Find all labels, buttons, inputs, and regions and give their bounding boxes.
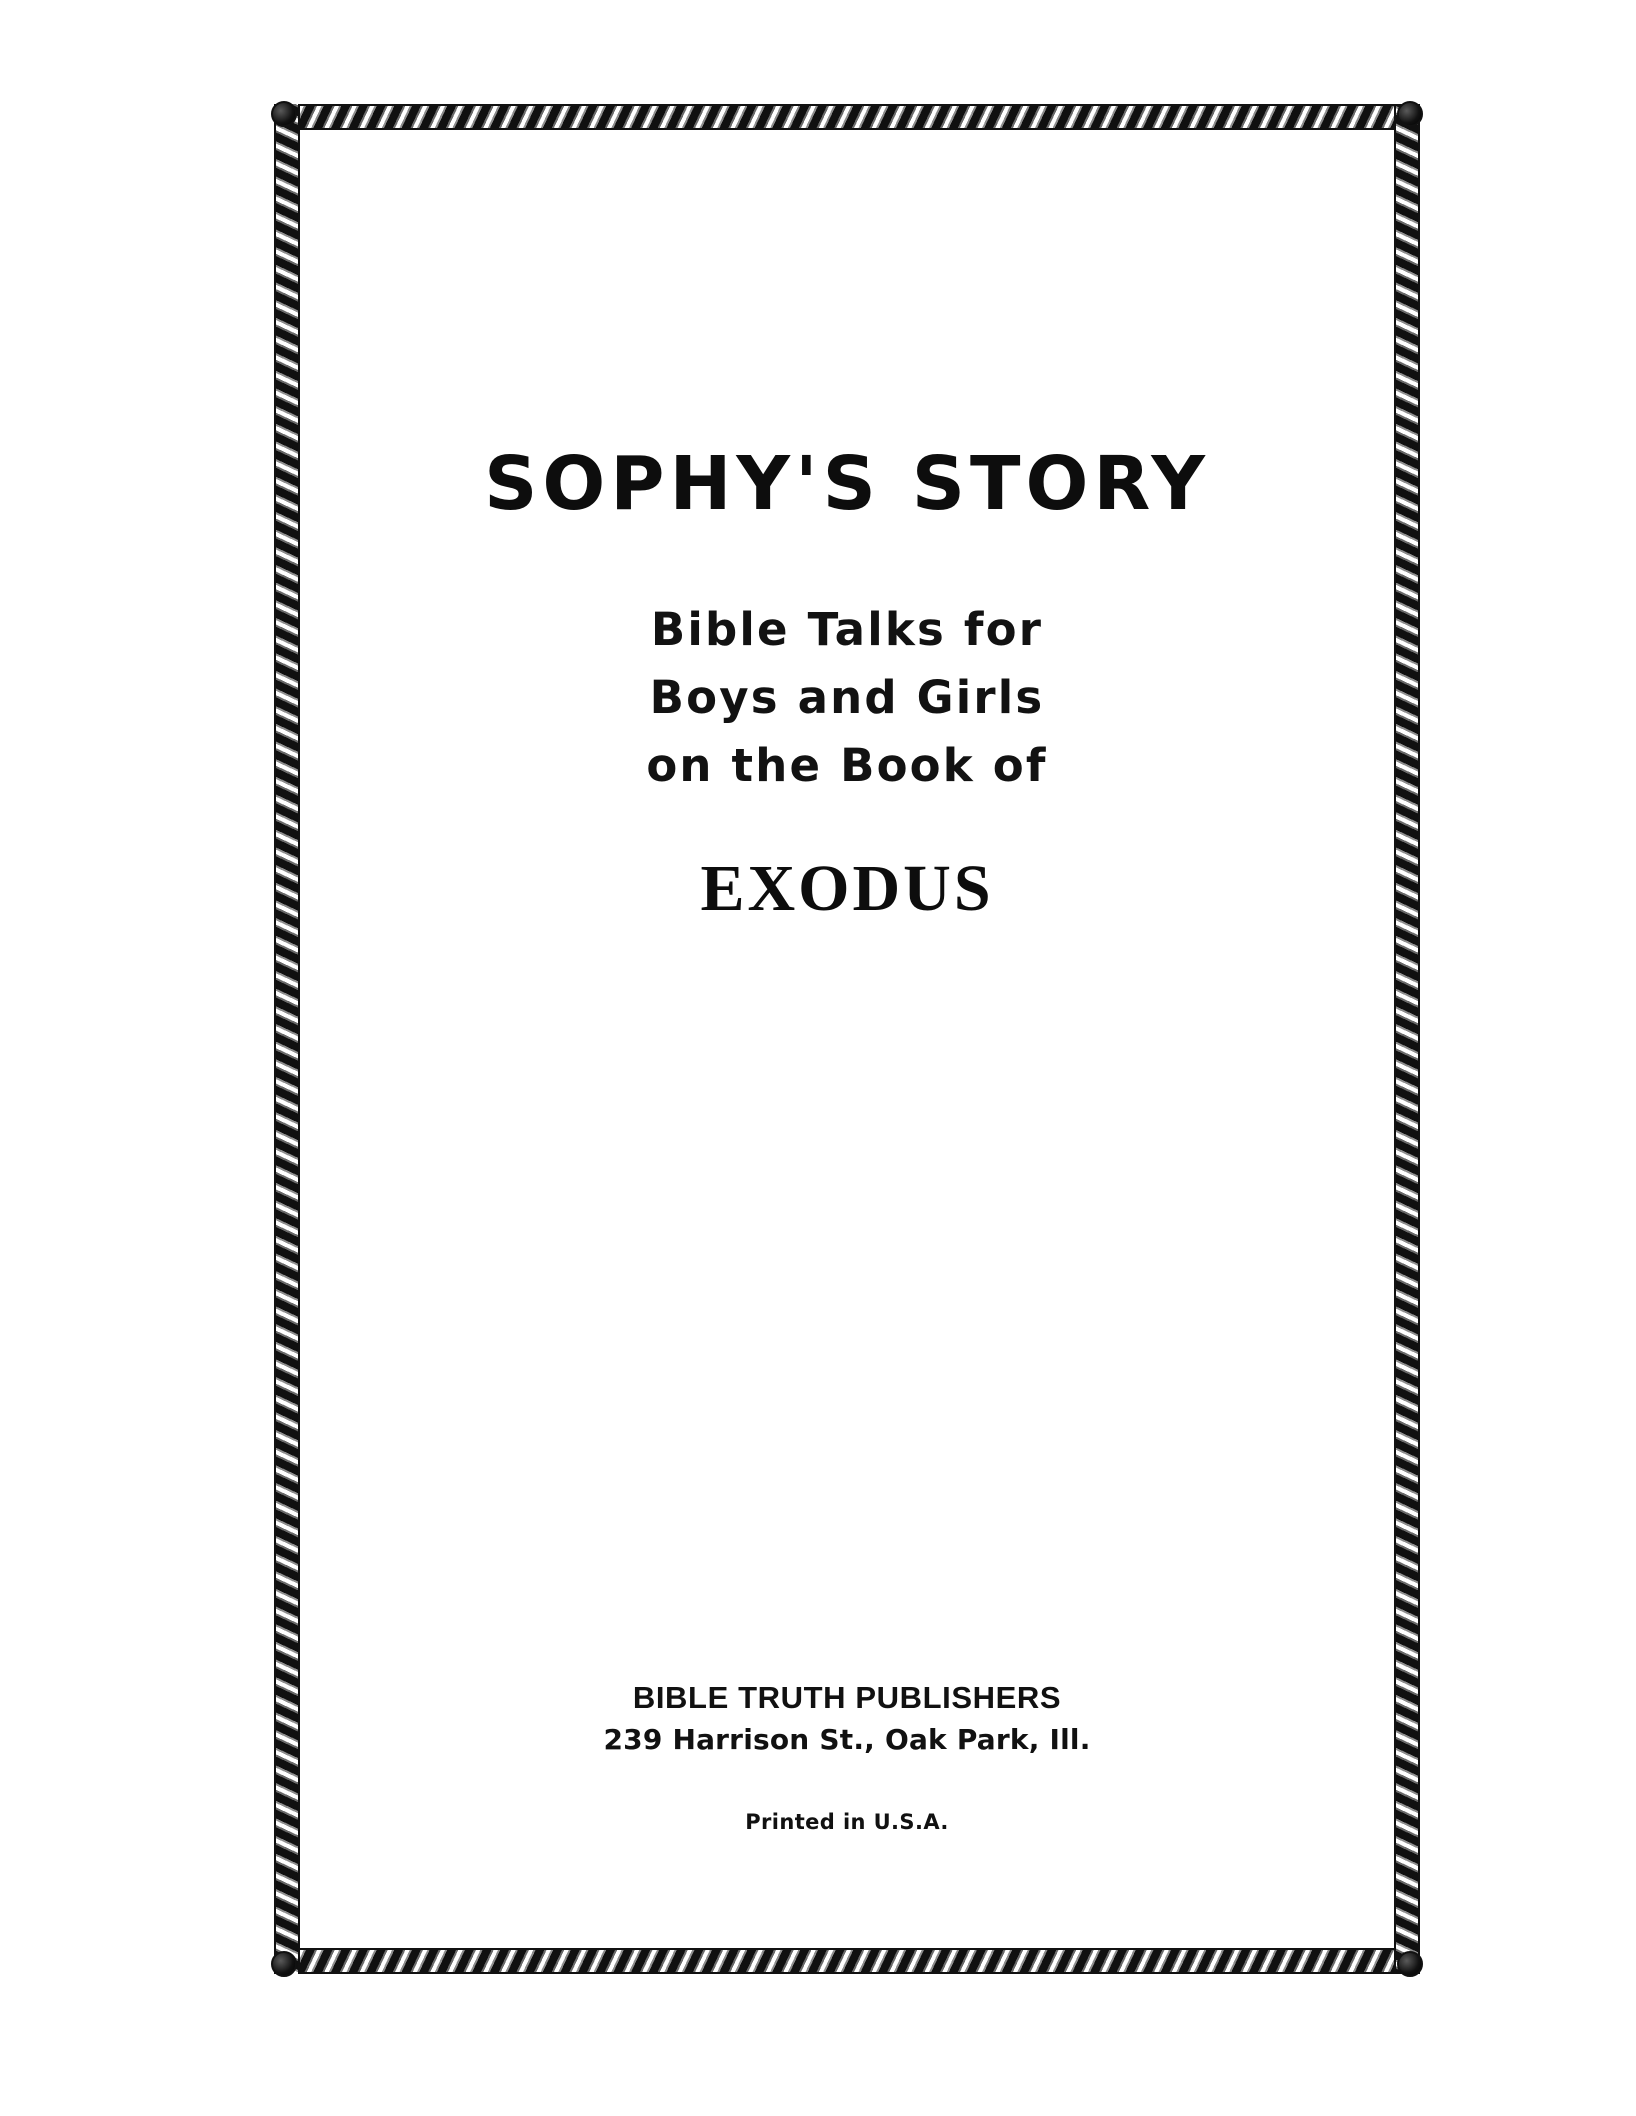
subtitle-line-3: on the Book of — [646, 739, 1048, 793]
page-content — [296, 126, 1398, 1952]
page-title: SOPHY'S STORY — [484, 441, 1210, 527]
rope-corner-bottom-left-icon — [271, 1951, 297, 1977]
rope-corner-bottom-right-icon — [1397, 1951, 1423, 1977]
book-name: EXODUS — [700, 851, 994, 925]
publisher-address: 239 Harrison St., Oak Park, Ill. — [603, 1722, 1091, 1756]
title-block — [296, 441, 1398, 927]
publisher-name: BIBLE TRUTH PUBLISHERS — [632, 1679, 1062, 1715]
publisher-imprint — [296, 1678, 1398, 1834]
subtitle-block — [296, 596, 1398, 801]
subtitle-line-1: Bible Talks for — [650, 602, 1044, 656]
rope-corner-top-left-icon — [271, 101, 297, 127]
subtitle-line-2: Boys and Girls — [649, 671, 1045, 725]
printed-in-note: Printed in U.S.A. — [745, 1810, 949, 1834]
rope-corner-top-right-icon — [1397, 101, 1423, 127]
